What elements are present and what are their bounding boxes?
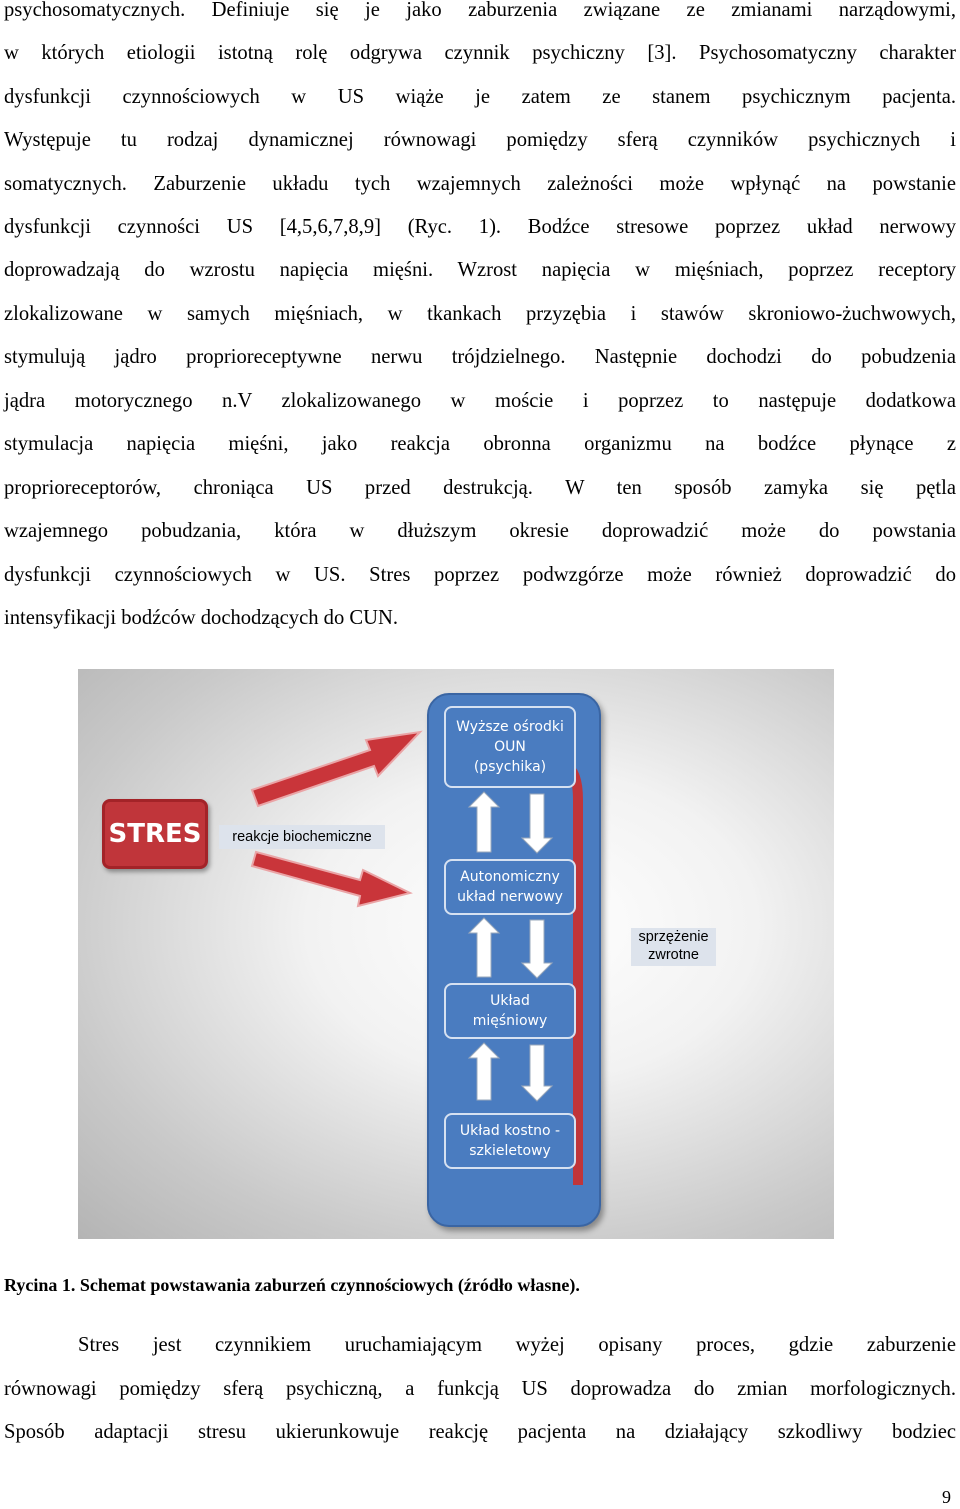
node-label: układ nerwowy [457, 889, 563, 905]
node-higher-cns [444, 706, 576, 788]
text-line: doprowadzają do wzrostu napięcia mięśni. Wzrost napięcia w mięśniach, poprzez receptory [4, 259, 956, 281]
node-label: Układ [490, 993, 530, 1009]
node-label: Wyższe ośrodki [456, 719, 564, 735]
text-line: psychosomatycznych. Definiuje się je jako zaburzenia związane ze zmianami narządowymi, [4, 0, 956, 21]
node-label: OUN [494, 739, 526, 755]
text-line: Występuje tu rodzaj dynamicznej równowagi pomiędzy sferą czynników psychicznych i [4, 129, 956, 151]
figure-caption: Rycina 1. Schemat powstawania zaburzeń czynnościowych (źródło własne). [4, 1275, 580, 1295]
text-line: intensyfikacji bodźców dochodzących do CUN. [4, 607, 399, 629]
text-line: równowagi pomiędzy sferą psychiczną, a funkcją US doprowadza do zmian morfologicznych. [4, 1378, 956, 1400]
node-autonomic [444, 859, 576, 915]
node-label: szkieletowy [469, 1143, 551, 1159]
text-line: dysfunkcji czynnościowych w US. Stres poprzez podwzgórze może również doprowadzić do [4, 564, 956, 586]
text-line: stymulacja napięcia mięśni, jako reakcja obronna organizmu na bodźce płynące z [4, 433, 956, 455]
text-line: w których etiologii istotną rolę odgrywa czynnik psychiczny [3]. Psychosomatyczny charakter [4, 42, 956, 64]
text-line: zlokalizowane w samych mięśniach, w tkankach przyzębia i stawów skroniowo-żuchwowych, [4, 303, 956, 325]
feedback-label-line: zwrotne [648, 947, 699, 963]
page-number: 9 [942, 1487, 951, 1507]
node-label: Autonomiczny [460, 869, 560, 885]
biochemical-label: reakcje biochemiczne [219, 825, 385, 849]
feedback-label [631, 928, 716, 966]
node-label: (psychika) [473, 759, 547, 775]
text-line: somatycznych. Zaburzenie układu tych wzajemnych zależności może wpłynąć na powstanie [4, 173, 956, 195]
text-line: proprioreceptorów, chroniąca US przed destrukcją. W ten sposób zamyka się pętla [4, 477, 956, 499]
stres-box: STRES [102, 799, 208, 869]
text-line: Stres jest czynnikiem uruchamiającym wyżej opisany proces, gdzie zaburzenie [78, 1334, 956, 1356]
feedback-label-line: sprzężenie [638, 929, 709, 945]
text-line: stymulują jądro proprioreceptywne nerwu trójdzielnego. Następnie dochodzi do pobudzenia [4, 346, 956, 368]
text-line: wzajemnego pobudzania, która w dłuższym okresie doprowadzić może do powstania [4, 520, 956, 542]
node-label: Układ kostno - [459, 1123, 561, 1139]
text-line: dysfunkcji czynności US [4,5,6,7,8,9] (Ryc. 1). Bodźce stresowe poprzez układ nerwowy [4, 216, 956, 238]
text-line: Sposób adaptacji stresu ukierunkowuje reakcję pacjenta na działający szkodliwy bodziec [4, 1421, 956, 1443]
node-muscular [444, 983, 576, 1039]
text-line: dysfunkcji czynnościowych w US wiąże je zatem ze stanem psychicznym pacjenta. [4, 86, 956, 108]
node-label: mięśniowy [472, 1013, 548, 1029]
text-line: jądra motorycznego n.V zlokalizowanego w moście i poprzez to następuje dodatkowa [4, 390, 956, 412]
node-skeletal [444, 1113, 576, 1169]
